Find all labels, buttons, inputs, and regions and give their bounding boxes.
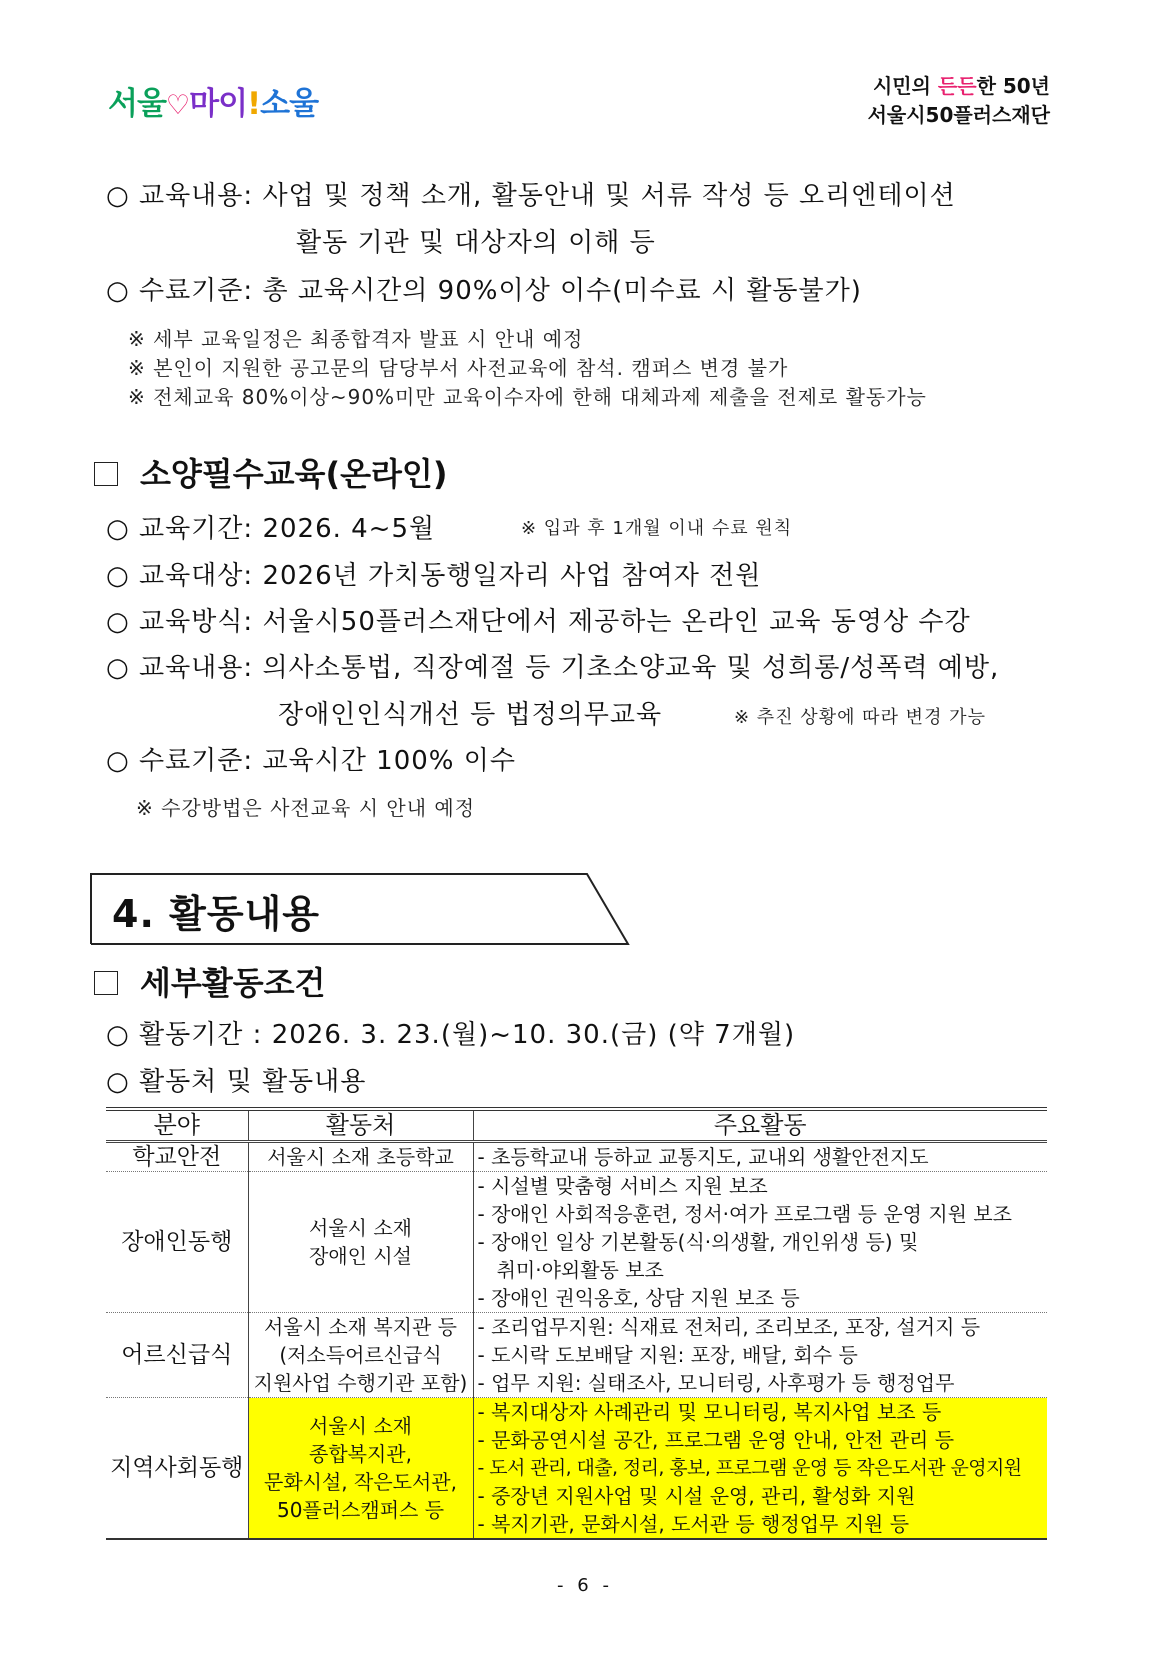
orientation-note-3: ※ 전체교육 80%이상~90%미만 교육이수자에 한해 대체과제 제출을 전제로 활동가능 bbox=[128, 385, 927, 409]
logo-part2: 마이 bbox=[189, 86, 248, 122]
tagline-accent: 든든 bbox=[937, 74, 977, 98]
logo-part3: 소울 bbox=[260, 86, 319, 122]
orientation-criteria: ○ 수료기준: 총 교육시간의 90%이상 이수(미수료 시 활동불가) bbox=[106, 276, 862, 306]
logo-part1: 서울 bbox=[108, 86, 166, 122]
checkbox-square-icon bbox=[94, 462, 118, 486]
online-period-note: ※ 입과 후 1개월 이내 수료 원칙 bbox=[521, 518, 793, 539]
logo-bang: ! bbox=[247, 86, 261, 122]
field-cell: 장애인동행 bbox=[106, 1172, 248, 1313]
activities-cell-highlighted: - 복지대상자 사례관리 및 모니터링, 복지사업 보조 등 - 문화공연시설 공간, 프로그램 운영 안내, 안전 관리 등 - 도서 관리, 대출, 정리, 홍보, 프로그램 운영 등 작은도서관 운영지원 - 중장년 지원사업 및 시설 운영, 관리, 활성화 지원 - 복지기관, 문화시설, 도서관 등 행정업무 지원 등 bbox=[473, 1398, 1047, 1540]
tagline-post: 한 50년 bbox=[976, 74, 1050, 98]
field-cell: 지역사회동행 bbox=[106, 1398, 248, 1540]
place-cell-highlighted: 서울시 소재 종합복지관, 문화시설, 작은도서관, 50플러스캠퍼스 등 bbox=[248, 1398, 473, 1540]
checkbox-square-icon bbox=[94, 971, 118, 995]
online-content: ○ 교육내용: 의사소통법, 직장예절 등 기초소양교육 및 성희롱/성폭력 예방, bbox=[106, 653, 1000, 683]
online-note: ※ 수강방법은 사전교육 시 안내 예정 bbox=[136, 796, 476, 820]
table-row bbox=[106, 1313, 1047, 1398]
orientation-note-2: ※ 본인이 지원한 공고문의 담당부서 사전교육에 참석. 캠퍼스 변경 불가 bbox=[128, 356, 789, 380]
online-content-note: ※ 추진 상황에 따라 변경 가능 bbox=[734, 707, 986, 728]
online-period: ○ 교육기간: 2026. 4~5월 bbox=[106, 514, 436, 544]
activities-cell: - 초등학교내 등하교 교통지도, 교내외 생활안전지도 bbox=[473, 1142, 1047, 1172]
orientation-note-1: ※ 세부 교육일정은 최종합격자 발표 시 안내 예정 bbox=[128, 327, 584, 351]
orientation-content: ○ 교육내용: 사업 및 정책 소개, 활동안내 및 서류 작성 등 오리엔테이션 bbox=[106, 181, 956, 211]
page-number: - 6 - bbox=[557, 1575, 613, 1596]
online-content-cont: 장애인인식개선 등 법정의무교육 bbox=[278, 700, 663, 730]
activities-cell: - 조리업무지원: 식재료 전처리, 조리보조, 포장, 설거지 등 - 도시락 도보배달 지원: 포장, 배달, 회수 등 - 업무 지원: 실태조사, 모니터링, 사후평가 등 행정업무 bbox=[473, 1313, 1047, 1398]
table-row bbox=[106, 1172, 1047, 1313]
column-header: 활동처 bbox=[248, 1109, 473, 1142]
online-target: ○ 교육대상: 2026년 가치동행일자리 사업 참여자 전원 bbox=[106, 561, 762, 591]
table-row bbox=[106, 1398, 1047, 1540]
foundation-name: 서울시50플러스재단 bbox=[867, 103, 1050, 127]
column-header: 분야 bbox=[106, 1109, 248, 1142]
field-cell: 어르신급식 bbox=[106, 1313, 248, 1398]
field-cell: 학교안전 bbox=[106, 1142, 248, 1172]
online-criteria: ○ 수료기준: 교육시간 100% 이수 bbox=[106, 746, 516, 776]
orientation-content-cont: 활동 기관 및 대상자의 이해 등 bbox=[296, 228, 656, 258]
activity-conditions-heading: 세부활동조건 bbox=[94, 958, 325, 1004]
online-method: ○ 교육방식: 서울시50플러스재단에서 제공하는 온라인 교육 동영상 수강 bbox=[106, 607, 971, 637]
heart-icon: ♡ bbox=[165, 90, 190, 121]
online-education-heading: 소양필수교육(온라인) bbox=[94, 449, 447, 495]
column-header: 주요활동 bbox=[473, 1109, 1047, 1142]
table-row bbox=[106, 1142, 1047, 1172]
activities-cell: - 시설별 맞춤형 서비스 지원 보조 - 장애인 사회적응훈련, 정서·여가 프로그램 등 운영 지원 보조 - 장애인 일상 기본활동(식·의생활, 개인위생 등) 및 취미·야외활동 보조 - 장애인 권익옹호, 상담 지원 보조 등 bbox=[473, 1172, 1047, 1313]
place-cell: 서울시 소재 초등학교 bbox=[248, 1142, 473, 1172]
activity-period: ○ 활동기간 : 2026. 3. 23.(월)~10. 30.(금) (약 7개월) bbox=[106, 1020, 796, 1050]
activity-places: ○ 활동처 및 활동내용 bbox=[106, 1067, 367, 1097]
activity-table bbox=[106, 1107, 1047, 1540]
section-4-title: 4. 활동내용 bbox=[112, 892, 320, 936]
table-header-row bbox=[106, 1109, 1047, 1142]
seoul-my-soul-logo bbox=[108, 78, 318, 123]
place-cell: 서울시 소재 장애인 시설 bbox=[248, 1172, 473, 1313]
place-cell: 서울시 소재 복지관 등 (저소득어르신급식 지원사업 수행기관 포함) bbox=[248, 1313, 473, 1398]
tagline-pre: 시민의 bbox=[872, 74, 938, 98]
foundation-tagline bbox=[868, 72, 1050, 130]
